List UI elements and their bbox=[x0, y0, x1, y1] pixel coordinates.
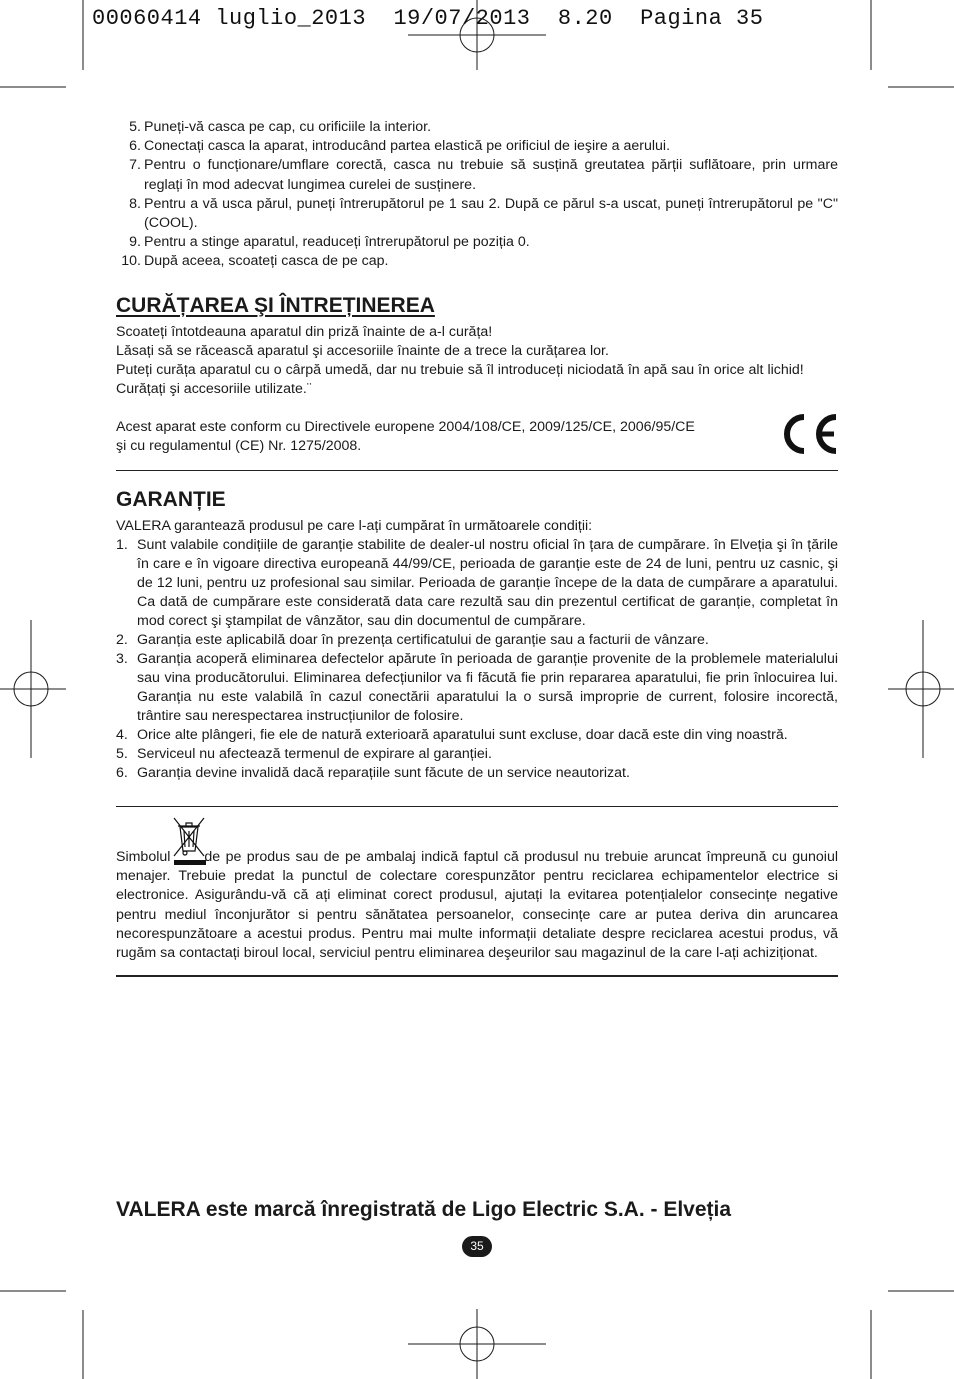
list-item: 2. Garanția este aplicabilă doar în prezența certificatului de garanție sau a facturii de vânzare. bbox=[116, 632, 709, 648]
registration-mark-icon bbox=[0, 620, 66, 758]
warranty-conditions bbox=[116, 536, 838, 783]
list-item: 3. Garanția acoperă eliminarea defectelor apărute în perioada de garanție provenite de la problemele materialului sau vina producătorului. Eliminarea defecțiunilor va fi făcută fie prin repararea aparatului, fie prin înlocuirea lui. Garanția nu este valabilă în cazul conectării aparatului la o sursă improprie de current, folosire incorectă, trântire sau nerespectarea instrucțiunilor de folosire. bbox=[116, 651, 838, 724]
list-item: 6. Garanția devine invalidă dacă reparațiile sunt făcute de un service neautorizat. bbox=[116, 765, 630, 781]
disposal-notice bbox=[116, 848, 838, 963]
registration-mark-icon bbox=[408, 1309, 546, 1379]
ce-mark-icon bbox=[778, 412, 840, 456]
list-item: 8. Pentru a vă usca părul, puneți întrerupătorul pe 1 sau 2. După ce părul s-a uscat, puneți întrerupătorul pe "C" (COOL). bbox=[129, 195, 838, 232]
cleaning-heading: CURĂȚAREA ŞI ÎNTREȚINEREA bbox=[116, 294, 435, 317]
brand-statement: VALERA este marcă înregistrată de Ligo Electric S.A. - Elveția bbox=[116, 1198, 732, 1221]
paragraph: şi cu regulamentul (CE) Nr. 1275/2008. bbox=[116, 438, 362, 454]
cleaning-text bbox=[116, 323, 838, 399]
list-item: 4. Orice alte plângeri, fie ele de natură exterioară aparatului sunt excluse, doar dacă este din ving noastră. bbox=[116, 727, 788, 743]
divider bbox=[116, 975, 838, 977]
warranty-heading: GARANȚIE bbox=[116, 488, 226, 511]
disposal-prefix: Simbolul bbox=[116, 849, 171, 865]
divider bbox=[116, 470, 838, 471]
list-item: 5. Serviceul nu afectează termenul de expirare al garanției. bbox=[116, 746, 492, 762]
registration-mark-icon bbox=[888, 620, 954, 758]
list-item: 6. Conectați casca la aparat, introducând partea elastică pe orificiul de ieşire a aerului. bbox=[129, 138, 671, 155]
disposal-text: de pe produs sau de pe ambalaj indică faptul că produsul nu trebuie aruncat împreună cu gunoiul menajer. Trebuie predat la punctul de colectare corespunzător pentru reciclarea echipamentelor electrice si electronice. Asigurându-vă că ați eliminat corect produsul, ajutați la evitarea potențialelor consecințe negative pentru mediul înconjurător si pentru sănătatea persoanelor, consecințe care ar putea deriva din aruncarea necorespunzătoare a acestui produs. Pentru mai multe informații detaliate despre reciclarea acestui produs, vă rugăm sa contactați biroul local, serviciul pentru eliminarea deşeurilor sau magazinul de la care l-ați achiziționat. bbox=[116, 849, 838, 962]
list-item: 10. După aceea, scoateți casca de pe cap. bbox=[121, 253, 389, 270]
list-item: 5. Puneți-vă casca pe cap, cu orificiile la interior. bbox=[129, 119, 432, 135]
usage-steps bbox=[116, 118, 838, 272]
paragraph: Scoateți întotdeauna aparatul din priză înainte de a-l curăța! bbox=[116, 324, 493, 340]
list-item: 7. Pentru o funcționare/umflare corectă, casca nu trebuie să susțină greutatea părții suflătoare, prin urmare reglați în mod adecvat lungimea curelei de susținere. bbox=[129, 157, 838, 193]
paragraph: Acest aparat este conform cu Directivele europene 2004/108/CE, 2009/125/CE, 2006/95/CE bbox=[116, 419, 695, 435]
list-item: 9. Pentru a stinge aparatul, readuceți întrerupătorul pe poziția 0. bbox=[129, 234, 530, 251]
warranty-intro: VALERA garantează produsul pe care l-ați cumpărat în următoarele condiții: bbox=[116, 518, 593, 534]
divider bbox=[116, 806, 838, 807]
paragraph: Puteți curăța aparatul cu o cârpă umedă, dar nu trebuie să îl introduceți niciodată în apă sau în orice alt lichid! bbox=[116, 362, 804, 378]
page-number-badge: 35 bbox=[462, 1236, 492, 1257]
paragraph: Curățați şi accesoriile utilizate.¨ bbox=[116, 381, 312, 397]
conformity-statement bbox=[116, 418, 756, 456]
list-item: 1. Sunt valabile condițiile de garanție stabilite de dealer-ul nostru oficial în țara de cumpărare. în Elveția şi în țările în care e în vigoare directiva europeană 44/99/CE, perioada de garanție este de 24 de luni, pentru uz casnic, şi de 12 luni, pentru uz profesional sau similar. Perioada de garanție începe de la data de cumpărare a aparatului. Ca dată de cumpărare este considerată data care rezultă sau din prezentul certificat de garanție, completat în mod corect şi ştampilat de vânzător, sau din documentul de cumpărare. bbox=[116, 537, 838, 629]
paragraph: Lăsați să se răcească aparatul şi accesoriile înainte de a trece la curățarea lor. bbox=[116, 343, 609, 359]
print-slug: 00060414 luglio_2013 19/07/2013 8.20 Pagina 35 bbox=[92, 6, 764, 31]
